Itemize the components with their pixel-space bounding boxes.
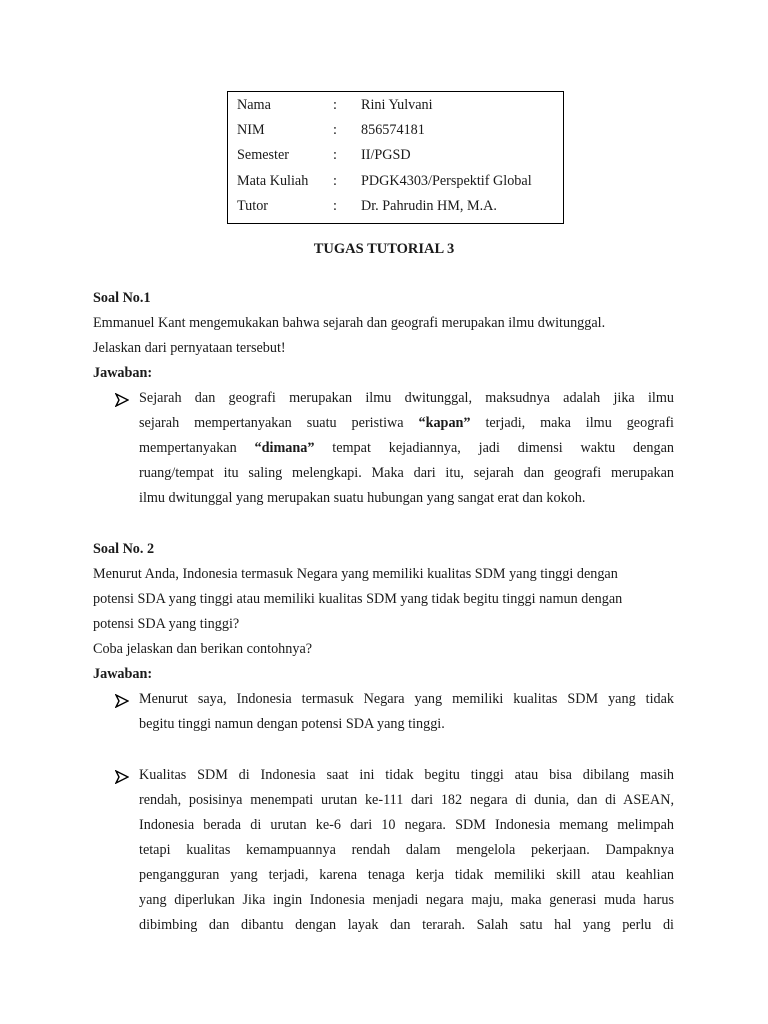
- soal1-answer-line: [139, 413, 674, 433]
- identity-value: Rini Yulvani: [361, 97, 433, 113]
- identity-label: Semester: [237, 147, 290, 163]
- soal2-question-line: Menurut Anda, Indonesia termasuk Negara yang memiliki kualitas SDM yang tinggi dengan: [93, 566, 618, 582]
- soal1-answer-line: [139, 438, 674, 458]
- identity-colon: :: [333, 122, 337, 138]
- soal1-answer-line: Sejarah dan geografi merupakan ilmu dwitunggal, maksudnya adalah jika ilmu: [139, 390, 674, 406]
- identity-value: 856574181: [361, 122, 425, 138]
- soal2-answer2-line: Indonesia berada di urutan ke-6 dari 10 negara. SDM Indonesia memang melimpah: [139, 817, 674, 833]
- soal2-answer2-line: pengangguran yang terjadi, karena tenaga kerja tidak memiliki skill atau keahlian: [139, 867, 674, 883]
- soal1-heading: Soal No.1: [93, 290, 151, 306]
- soal1-question-line: Jelaskan dari pernyataan tersebut!: [93, 340, 286, 356]
- answer-text: tempat kejadiannya, jadi dimensi waktu dengan: [314, 440, 674, 456]
- identity-row: [228, 120, 563, 140]
- identity-label: Tutor: [237, 198, 269, 214]
- document-title: TUGAS TUTORIAL 3: [313, 241, 455, 257]
- identity-value: II/PGSD: [361, 147, 411, 163]
- arrowhead-bullet-icon: [115, 694, 129, 708]
- soal2-answer2-line: dibimbing dan dibantu dengan layak dan terarah. Salah satu hal yang perlu di: [139, 917, 674, 933]
- identity-value: Dr. Pahrudin HM, M.A.: [361, 198, 497, 214]
- identity-row: [228, 196, 563, 216]
- identity-label: Mata Kuliah: [237, 173, 309, 189]
- emphasis-kapan: “kapan”: [418, 415, 471, 431]
- identity-colon: :: [333, 173, 337, 189]
- identity-label: Nama: [237, 97, 271, 113]
- identity-value: PDGK4303/Perspektif Global: [361, 173, 532, 189]
- soal2-answer2-line: yang diperlukan Jika ingin Indonesia menjadi negara maju, maka generasi muda harus: [139, 892, 674, 908]
- soal2-answer-label: Jawaban:: [93, 666, 153, 682]
- arrowhead-bullet-icon: [115, 393, 129, 407]
- identity-colon: :: [333, 147, 337, 163]
- soal1-answer-line: ilmu dwitunggal yang merupakan suatu hubungan yang sangat erat dan kokoh.: [139, 490, 586, 506]
- identity-box: [227, 91, 564, 224]
- identity-row: [228, 171, 563, 191]
- arrowhead-bullet-icon: [115, 770, 129, 784]
- soal2-question-line: Coba jelaskan dan berikan contohnya?: [93, 641, 313, 657]
- soal2-heading: Soal No. 2: [93, 541, 155, 557]
- soal1-answer-label: Jawaban:: [93, 365, 153, 381]
- soal2-answer2-line: Kualitas SDM di Indonesia saat ini tidak begitu tinggi atau bisa dibilang masih: [139, 767, 674, 783]
- answer-text: sejarah mempertanyakan suatu peristiwa: [139, 415, 419, 431]
- identity-colon: :: [333, 97, 337, 113]
- soal2-question-line: potensi SDA yang tinggi atau memiliki kualitas SDM yang tidak begitu tinggi namun dengan: [93, 591, 623, 607]
- soal2-answer2-line: tetapi kualitas kemampuannya rendah dalam mengelola pekerjaan. Dampaknya: [139, 842, 674, 858]
- answer-text: terjadi, maka ilmu geografi: [470, 415, 674, 431]
- soal2-answer1-line: Menurut saya, Indonesia termasuk Negara yang memiliki kualitas SDM yang tidak: [139, 691, 674, 707]
- identity-colon: :: [333, 198, 337, 214]
- soal1-question-line: Emmanuel Kant mengemukakan bahwa sejarah dan geografi merupakan ilmu dwitunggal.: [93, 315, 606, 331]
- soal2-answer2-line: rendah, posisinya menempati urutan ke-111 dari 182 negara di dunia, dan di ASEAN,: [139, 792, 674, 808]
- soal2-question-line: potensi SDA yang tinggi?: [93, 616, 240, 632]
- identity-row: [228, 95, 563, 115]
- answer-text: mempertanyakan: [139, 440, 255, 456]
- identity-label: NIM: [237, 122, 265, 138]
- soal1-answer-line: ruang/tempat itu saling melengkapi. Maka dari itu, sejarah dan geografi merupakan: [139, 465, 674, 481]
- emphasis-dimana: “dimana”: [254, 440, 315, 456]
- soal2-answer1-line: begitu tinggi namun dengan potensi SDA yang tinggi.: [139, 716, 445, 732]
- identity-row: [228, 145, 563, 165]
